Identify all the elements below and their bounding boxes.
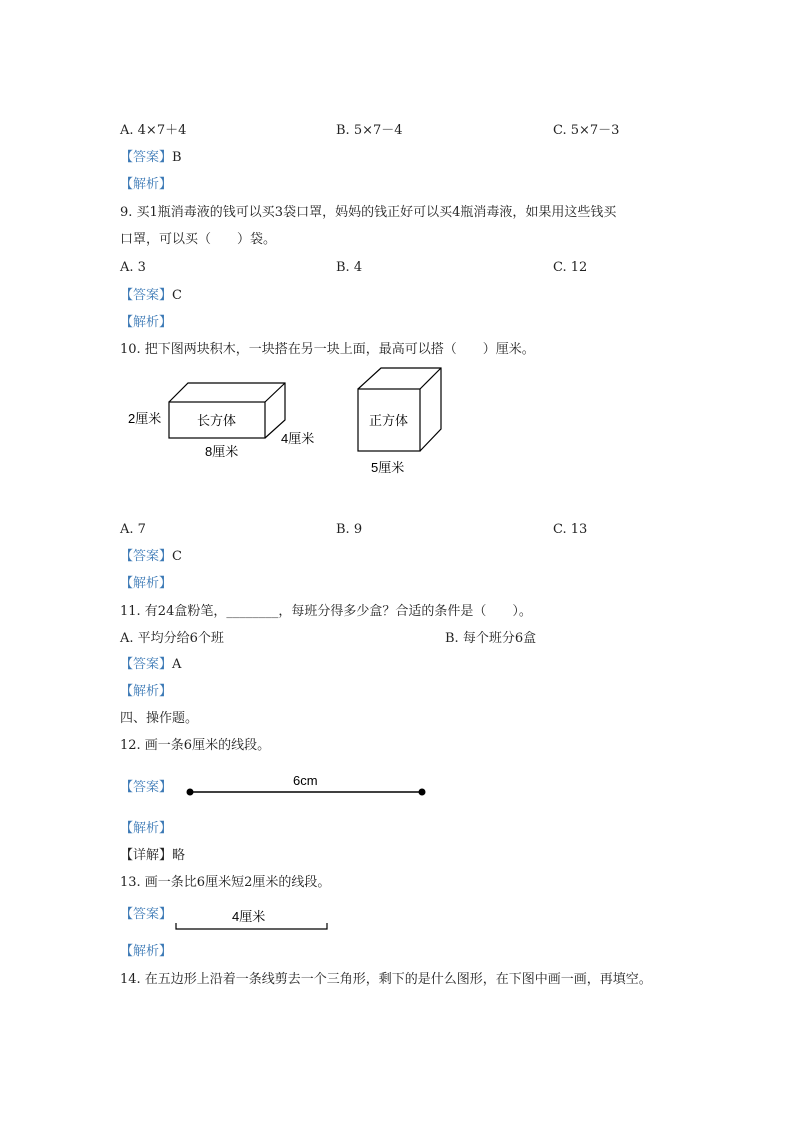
cuboid-label: 长方体 [197, 413, 237, 428]
q9-option-c: C. 12 [553, 260, 588, 275]
segment-4cm [170, 903, 340, 933]
q13-answer-label: 【答案】 [120, 907, 173, 922]
q10-text: 10. 把下图两块积木，一块搭在另一块上面，最高可以搭（ ）厘米。 [120, 342, 535, 357]
cuboid-drawing [169, 383, 285, 438]
q13-analysis: 【解析】 [120, 944, 173, 959]
q11-analysis: 【解析】 [120, 684, 173, 699]
cube-label: 正方体 [369, 413, 409, 428]
q12-detail: 【详解】略 [120, 848, 186, 863]
q11-text: 11. 有24盒粉笔，________，每班分得多少盒？合适的条件是（ ）。 [120, 604, 532, 619]
q9-analysis: 【解析】 [120, 315, 173, 330]
q8-option-c: C. 5×7－3 [553, 123, 620, 138]
q10-answer: 【答案】C [120, 549, 182, 564]
cuboid-length: 8厘米 [205, 444, 239, 459]
cube-edge: 5厘米 [371, 460, 405, 475]
segment-label: 4厘米 [232, 909, 266, 924]
blocks-figure [110, 365, 460, 485]
q8-option-a: A. 4×7＋4 [120, 123, 187, 138]
q10-option-c: C. 13 [553, 522, 588, 537]
q13-text: 13. 画一条比6厘米短2厘米的线段。 [120, 875, 331, 890]
q9-line1: 9. 买1瓶消毒液的钱可以买3袋口罩，妈妈的钱正好可以买4瓶消毒液，如果用这些钱买 [120, 205, 617, 220]
q11-option-a: A. 平均分给6个班 [120, 631, 224, 646]
q10-option-a: A. 7 [120, 522, 146, 537]
q9-option-b: B. 4 [336, 260, 363, 275]
q8-answer: 【答案】B [120, 150, 182, 165]
section-heading: 四、操作题。 [120, 711, 199, 726]
q8-analysis: 【解析】 [120, 177, 173, 192]
q12-analysis: 【解析】 [120, 821, 173, 836]
q12-answer-label: 【答案】 [120, 780, 173, 795]
cube-drawing [358, 368, 441, 451]
q11-answer: 【答案】A [120, 657, 182, 672]
q10-analysis: 【解析】 [120, 576, 173, 591]
q10-option-b: B. 9 [336, 522, 363, 537]
segment-label: 6cm [293, 773, 318, 788]
cuboid-width: 4厘米 [281, 431, 315, 446]
q12-text: 12. 画一条6厘米的线段。 [120, 738, 271, 753]
q14-text: 14. 在五边形上沿着一条线剪去一个三角形，剩下的是什么图形，在下图中画一画，再填空。 [120, 972, 652, 987]
cuboid-height: 2厘米 [128, 411, 162, 426]
q11-option-b: B. 每个班分6盒 [445, 631, 537, 646]
q9-line2: 口罩，可以买（ ）袋。 [120, 232, 277, 247]
q8-option-b: B. 5×7－4 [336, 123, 403, 138]
segment-6cm [180, 770, 440, 805]
q9-answer: 【答案】C [120, 288, 182, 303]
q9-option-a: A. 3 [120, 260, 146, 275]
